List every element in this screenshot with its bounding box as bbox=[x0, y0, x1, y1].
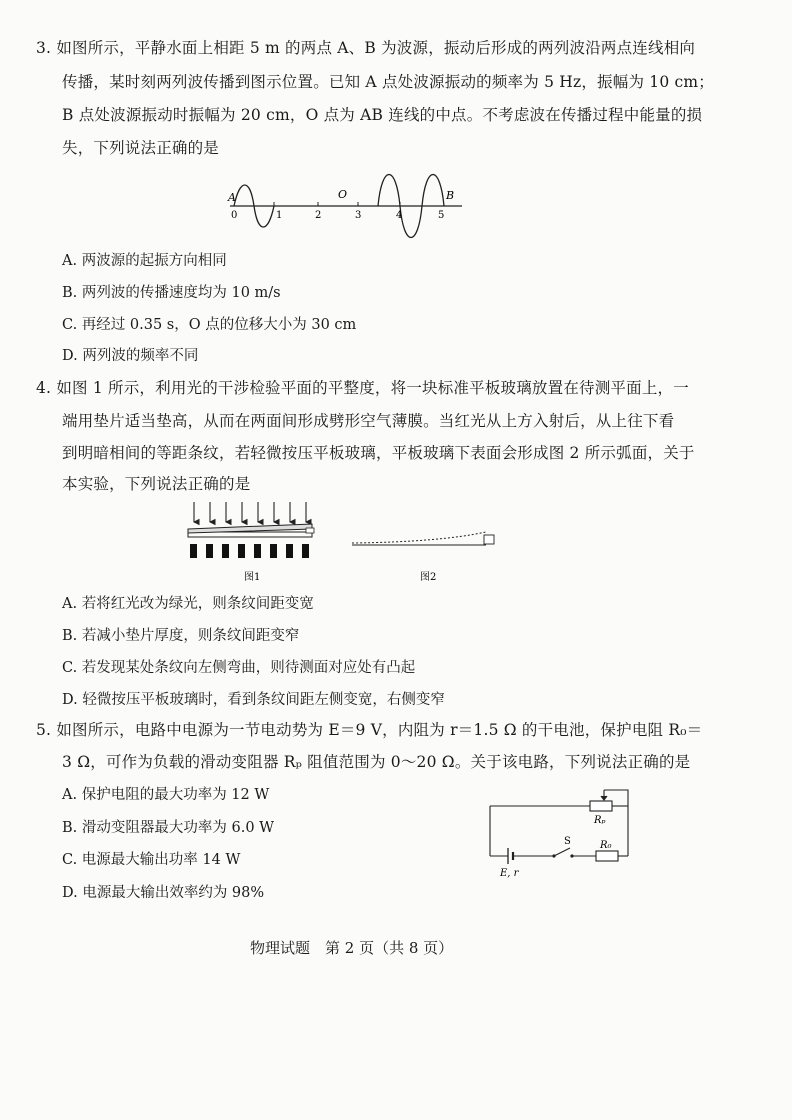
q3-stem-line-1: 3. 如图所示，平静水面上相距 5 m 的两点 A、B 为波源，振动后形成的两列波沿两点连线相向 bbox=[36, 39, 696, 57]
q3-tick-2: 2 bbox=[315, 210, 322, 221]
q3-label-a: A bbox=[228, 191, 236, 204]
q5-stem-line-1: 5. 如图所示，电路中电源为一节电动势为 E＝9 V，内阻为 r＝1.5 Ω 的干电池，保护电阻 R₀＝ bbox=[36, 721, 703, 739]
q5-option-c: C. 电源最大输出功率 14 W bbox=[62, 852, 241, 868]
q4-option-d: D. 轻微按压平板玻璃时，看到条纹间距左侧变宽，右侧变窄 bbox=[62, 692, 445, 708]
q4-option-b: B. 若减小垫片厚度，则条纹间距变窄 bbox=[62, 628, 300, 644]
q4-option-c: C. 若发现某处条纹向左侧弯曲，则待测面对应处有凸起 bbox=[62, 660, 416, 676]
q4-stem-line-1: 4. 如图 1 所示，利用光的干涉检验平面的平整度，将一块标准平板玻璃放置在待测平面上，一 bbox=[36, 379, 689, 397]
q5-option-d: D. 电源最大输出效率约为 98% bbox=[62, 885, 265, 901]
q3-option-b: B. 两列波的传播速度均为 10 m/s bbox=[62, 285, 281, 301]
q5-rp-resistor bbox=[590, 801, 612, 811]
q4-figure-2 bbox=[350, 500, 510, 590]
q4-figure-1-label: 图1 bbox=[244, 572, 261, 583]
q3-wave-figure bbox=[226, 168, 466, 248]
q4-stem-line-4: 本实验，下列说法正确的是 bbox=[62, 475, 251, 493]
q3-option-c: C. 再经过 0.35 s，O 点的位移大小为 30 cm bbox=[62, 317, 357, 333]
q5-switch-label: S bbox=[564, 836, 571, 847]
page-footer: 物理试题 第 2 页（共 8 页） bbox=[250, 939, 454, 957]
q5-option-b: B. 滑动变阻器最大功率为 6.0 W bbox=[62, 820, 275, 836]
q3-stem-line-4: 失，下列说法正确的是 bbox=[62, 139, 220, 157]
q4-stem-line-3: 到明暗相间的等距条纹，若轻微按压平板玻璃，平板玻璃下表面会形成图 2 所示弧面，关于 bbox=[62, 444, 695, 462]
q3-tick-3: 3 bbox=[355, 210, 362, 221]
q5-switch bbox=[554, 848, 570, 856]
q3-label-b: B bbox=[446, 189, 455, 202]
q4-shim-2 bbox=[484, 535, 494, 544]
q4-shim bbox=[306, 528, 314, 533]
q5-stem-line-2: 3 Ω，可作为负载的滑动变阻器 Rₚ 阻值范围为 0～20 Ω。关于该电路，下列说法正确的是 bbox=[62, 753, 691, 771]
q4-arc-surface bbox=[352, 532, 486, 543]
q3-stem-line-2: 传播，某时刻两列波传播到图示位置。已知 A 点处波源振动的频率为 5 Hz，振幅为 10 cm； bbox=[62, 73, 715, 91]
q5-rp-label: Rₚ bbox=[594, 815, 606, 826]
q3-tick-4: 4 bbox=[396, 210, 403, 221]
q3-option-d: D. 两列波的频率不同 bbox=[62, 348, 199, 364]
q3-tick-5: 5 bbox=[438, 210, 445, 221]
q5-circuit bbox=[486, 786, 636, 878]
q3-stem-line-3: B 点处波源振动时振幅为 20 cm，O 点为 AB 连线的中点。不考虑波在传播过程中能量的损 bbox=[62, 106, 703, 124]
q3-option-a: A. 两波源的起振方向相同 bbox=[62, 253, 227, 269]
q3-label-o: O bbox=[338, 188, 348, 201]
q3-tick-1: 1 bbox=[276, 210, 283, 221]
q5-r0-label: R₀ bbox=[600, 840, 612, 851]
q5-option-a: A. 保护电阻的最大功率为 12 W bbox=[62, 787, 270, 803]
q4-figure-2-label: 图2 bbox=[420, 572, 437, 583]
q3-tick-0: 0 bbox=[231, 210, 238, 221]
q5-source-label: E, r bbox=[500, 868, 519, 879]
q4-figure-1 bbox=[184, 500, 324, 590]
q4-option-a: A. 若将红光改为绿光，则条纹间距变宽 bbox=[62, 596, 314, 612]
q4-stem-line-2: 端用垫片适当垫高，从而在两面间形成劈形空气薄膜。当红光从上方入射后，从上往下看 bbox=[62, 412, 675, 430]
q5-r0-resistor bbox=[596, 851, 618, 861]
